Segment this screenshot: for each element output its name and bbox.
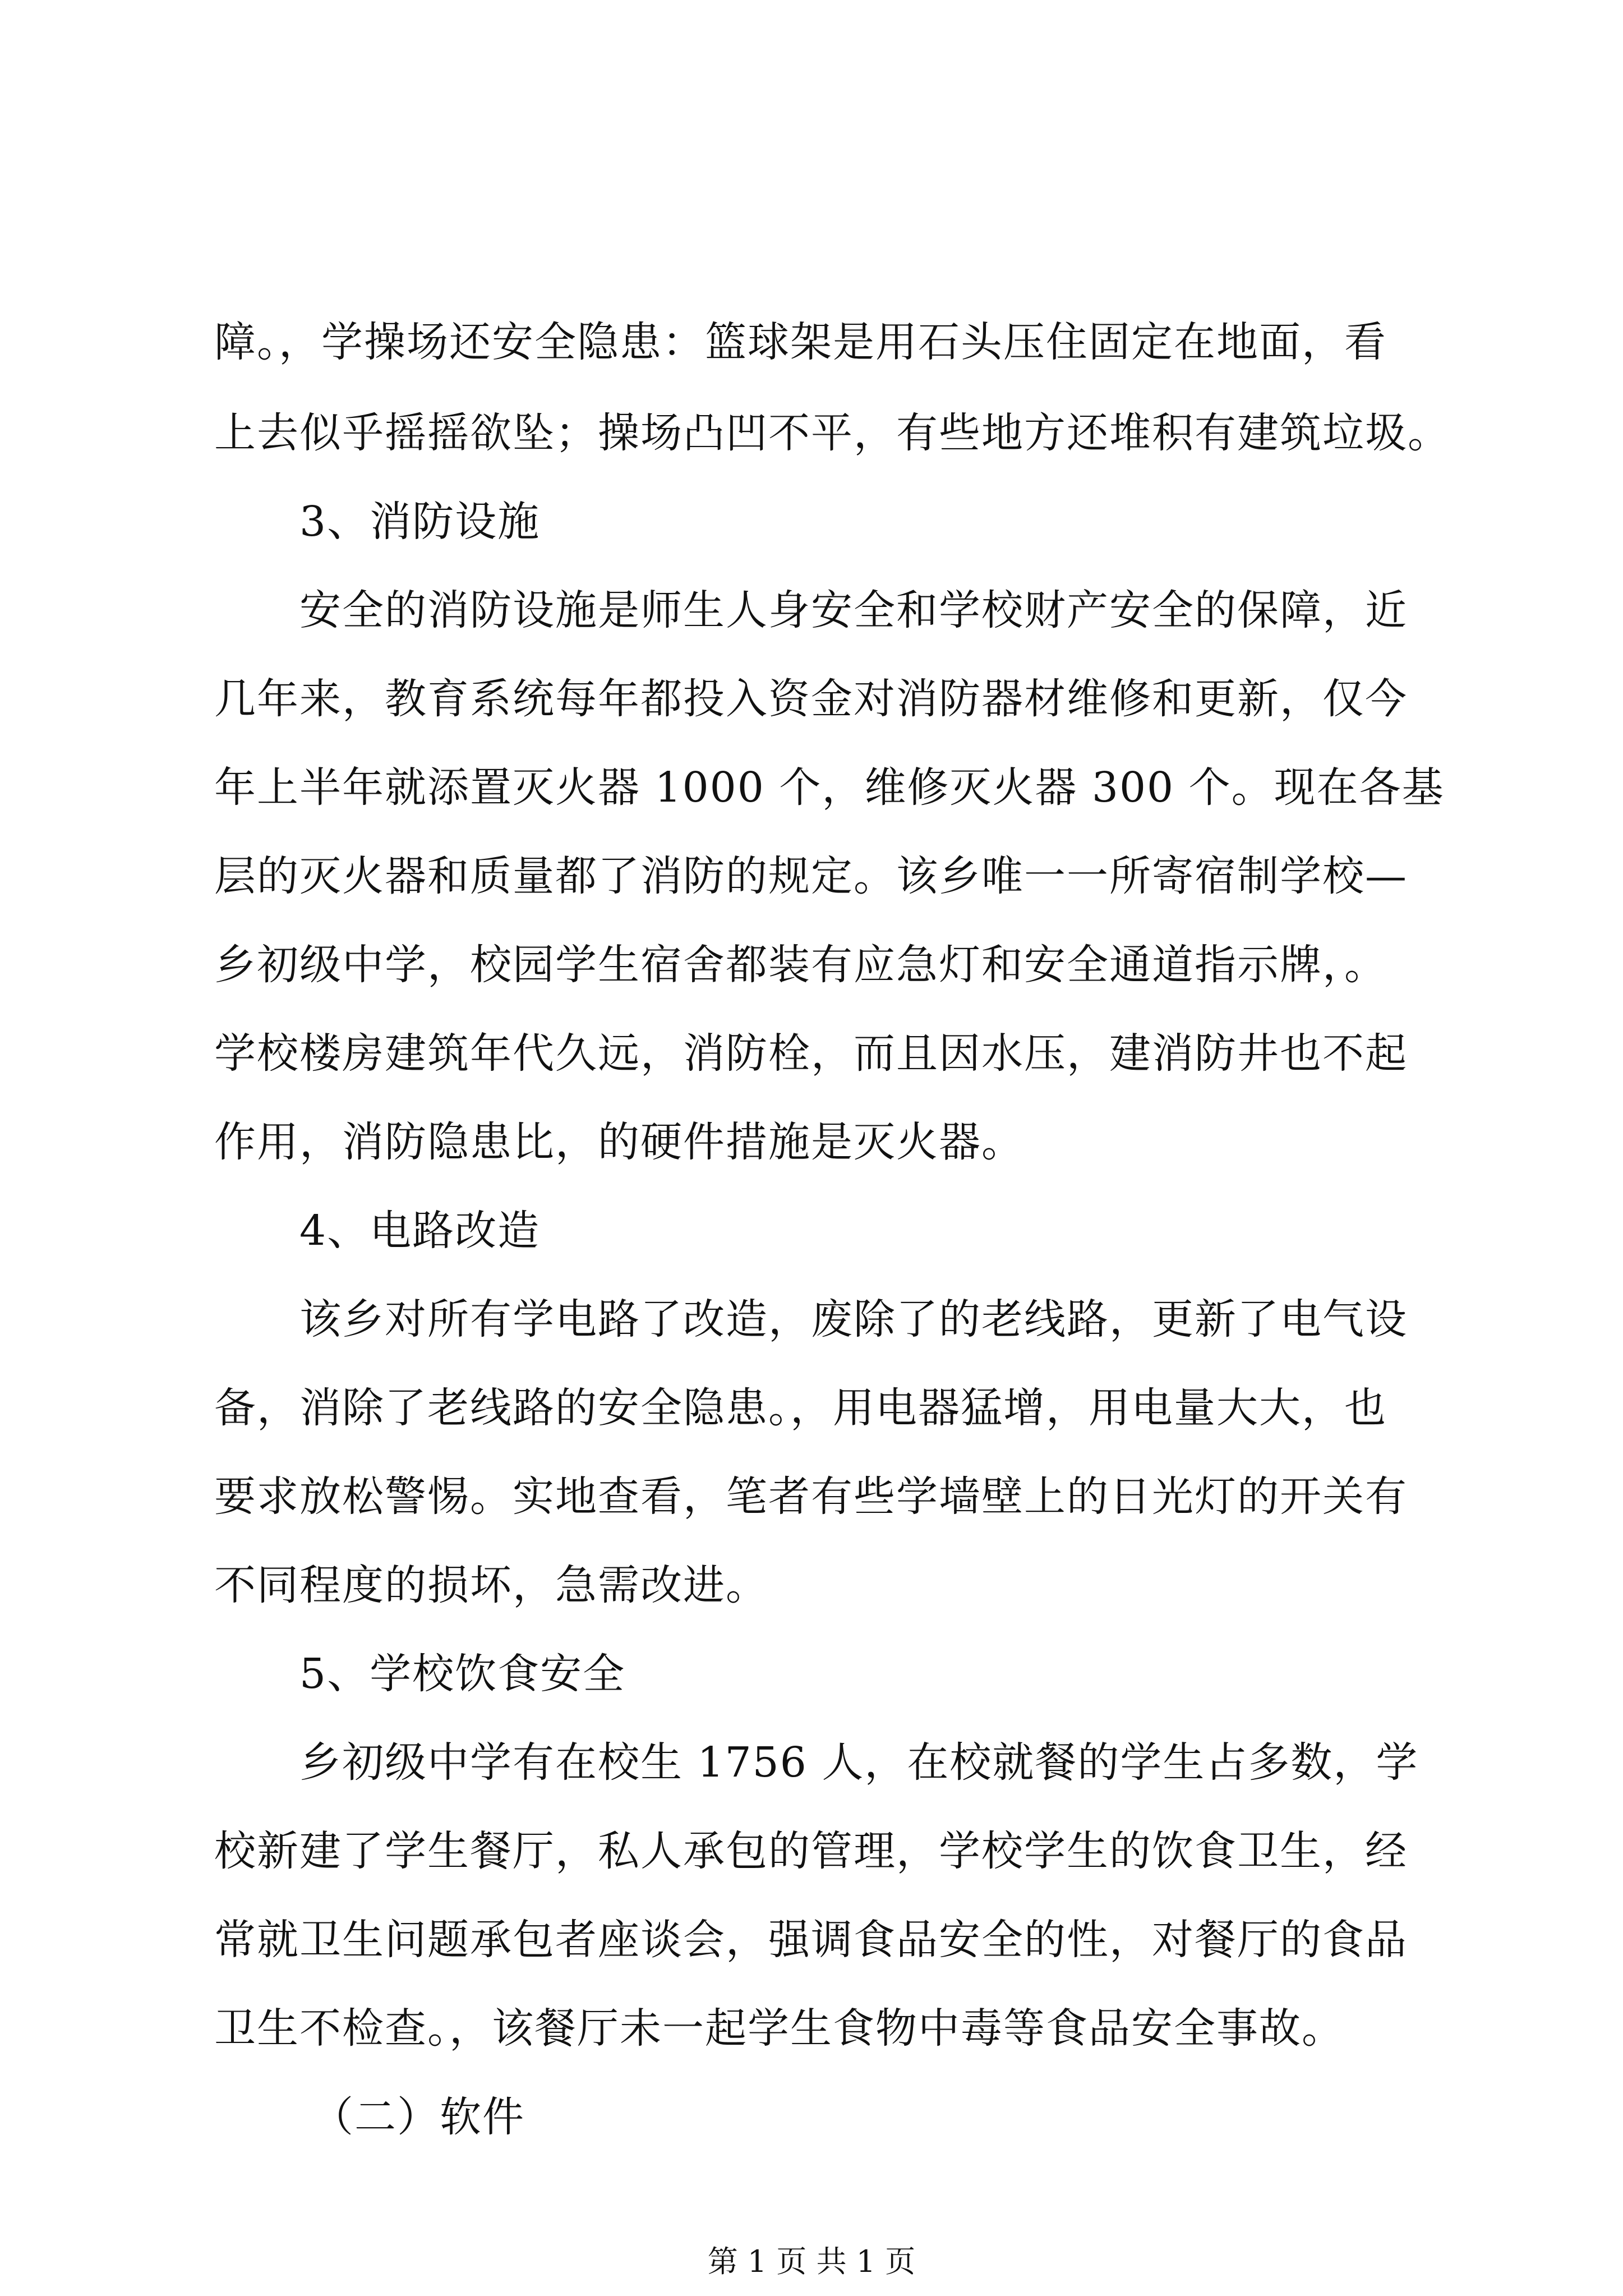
section-heading-fire-facilities: 3、消防设施 bbox=[299, 498, 541, 546]
body-text-line: 不同程度的损坏，急需改进。 bbox=[214, 1561, 768, 1609]
section-heading-circuit-renovation: 4、电路改造 bbox=[299, 1207, 541, 1255]
body-text-line: 常就卫生问题承包者座谈会，强调食品安全的性，对餐厅的食品 bbox=[214, 1916, 1408, 1964]
body-text-line: 安全的消防设施是师生人身安全和学校财产安全的保障，近 bbox=[299, 586, 1408, 634]
body-text-line: 备，消除了老线路的安全隐患。，用电器猛增，用电量大大，也 bbox=[214, 1384, 1387, 1432]
body-text-line: 几年来，教育系统每年都投入资金对消防器材维修和更新，仅今 bbox=[214, 675, 1408, 723]
body-text-line: 要求放松警惕。实地查看，笔者有些学墙壁上的日光灯的开关有 bbox=[214, 1473, 1408, 1521]
body-text-line: 年上半年就添置灭火器 1000 个，维修灭火器 300 个。现在各基 bbox=[214, 763, 1445, 812]
body-text-line: 卫生不检查。，该餐厅未一起学生食物中毒等食品安全事故。 bbox=[214, 2004, 1344, 2053]
body-text-line: 校新建了学生餐厅，私人承包的管理，学校学生的饮食卫生，经 bbox=[214, 1827, 1408, 1875]
body-text-line: 层的灭火器和质量都了消防的规定。该乡唯一一所寄宿制学校— bbox=[214, 852, 1408, 900]
body-text-line: 作用，消防隐患比，的硬件措施是灭火器。 bbox=[214, 1118, 1024, 1166]
body-text-line: 乡初级中学有在校生 1756 人，在校就餐的学生占多数，学 bbox=[299, 1738, 1419, 1787]
body-text-line: 学校楼房建筑年代久远，消防栓，而且因水压，建消防井也不起 bbox=[214, 1029, 1408, 1078]
page-number-footer: 第 1 页 共 1 页 bbox=[707, 2244, 916, 2279]
body-text-line: 上去似乎摇摇欲坠；操场凸凹不平，有些地方还堆积有建筑垃圾。 bbox=[214, 409, 1450, 457]
body-text-line: 障。，学操场还安全隐患：篮球架是用石头压住固定在地面，看 bbox=[214, 318, 1387, 366]
body-text-line: 该乡对所有学电路了改造，废除了的老线路，更新了电气设 bbox=[299, 1295, 1408, 1343]
section-heading-software: （二）软件 bbox=[312, 2093, 525, 2141]
body-text-line: 乡初级中学，校园学生宿舍都装有应急灯和安全通道指示牌，。 bbox=[214, 941, 1387, 989]
section-heading-food-safety: 5、学校饮食安全 bbox=[299, 1650, 626, 1698]
